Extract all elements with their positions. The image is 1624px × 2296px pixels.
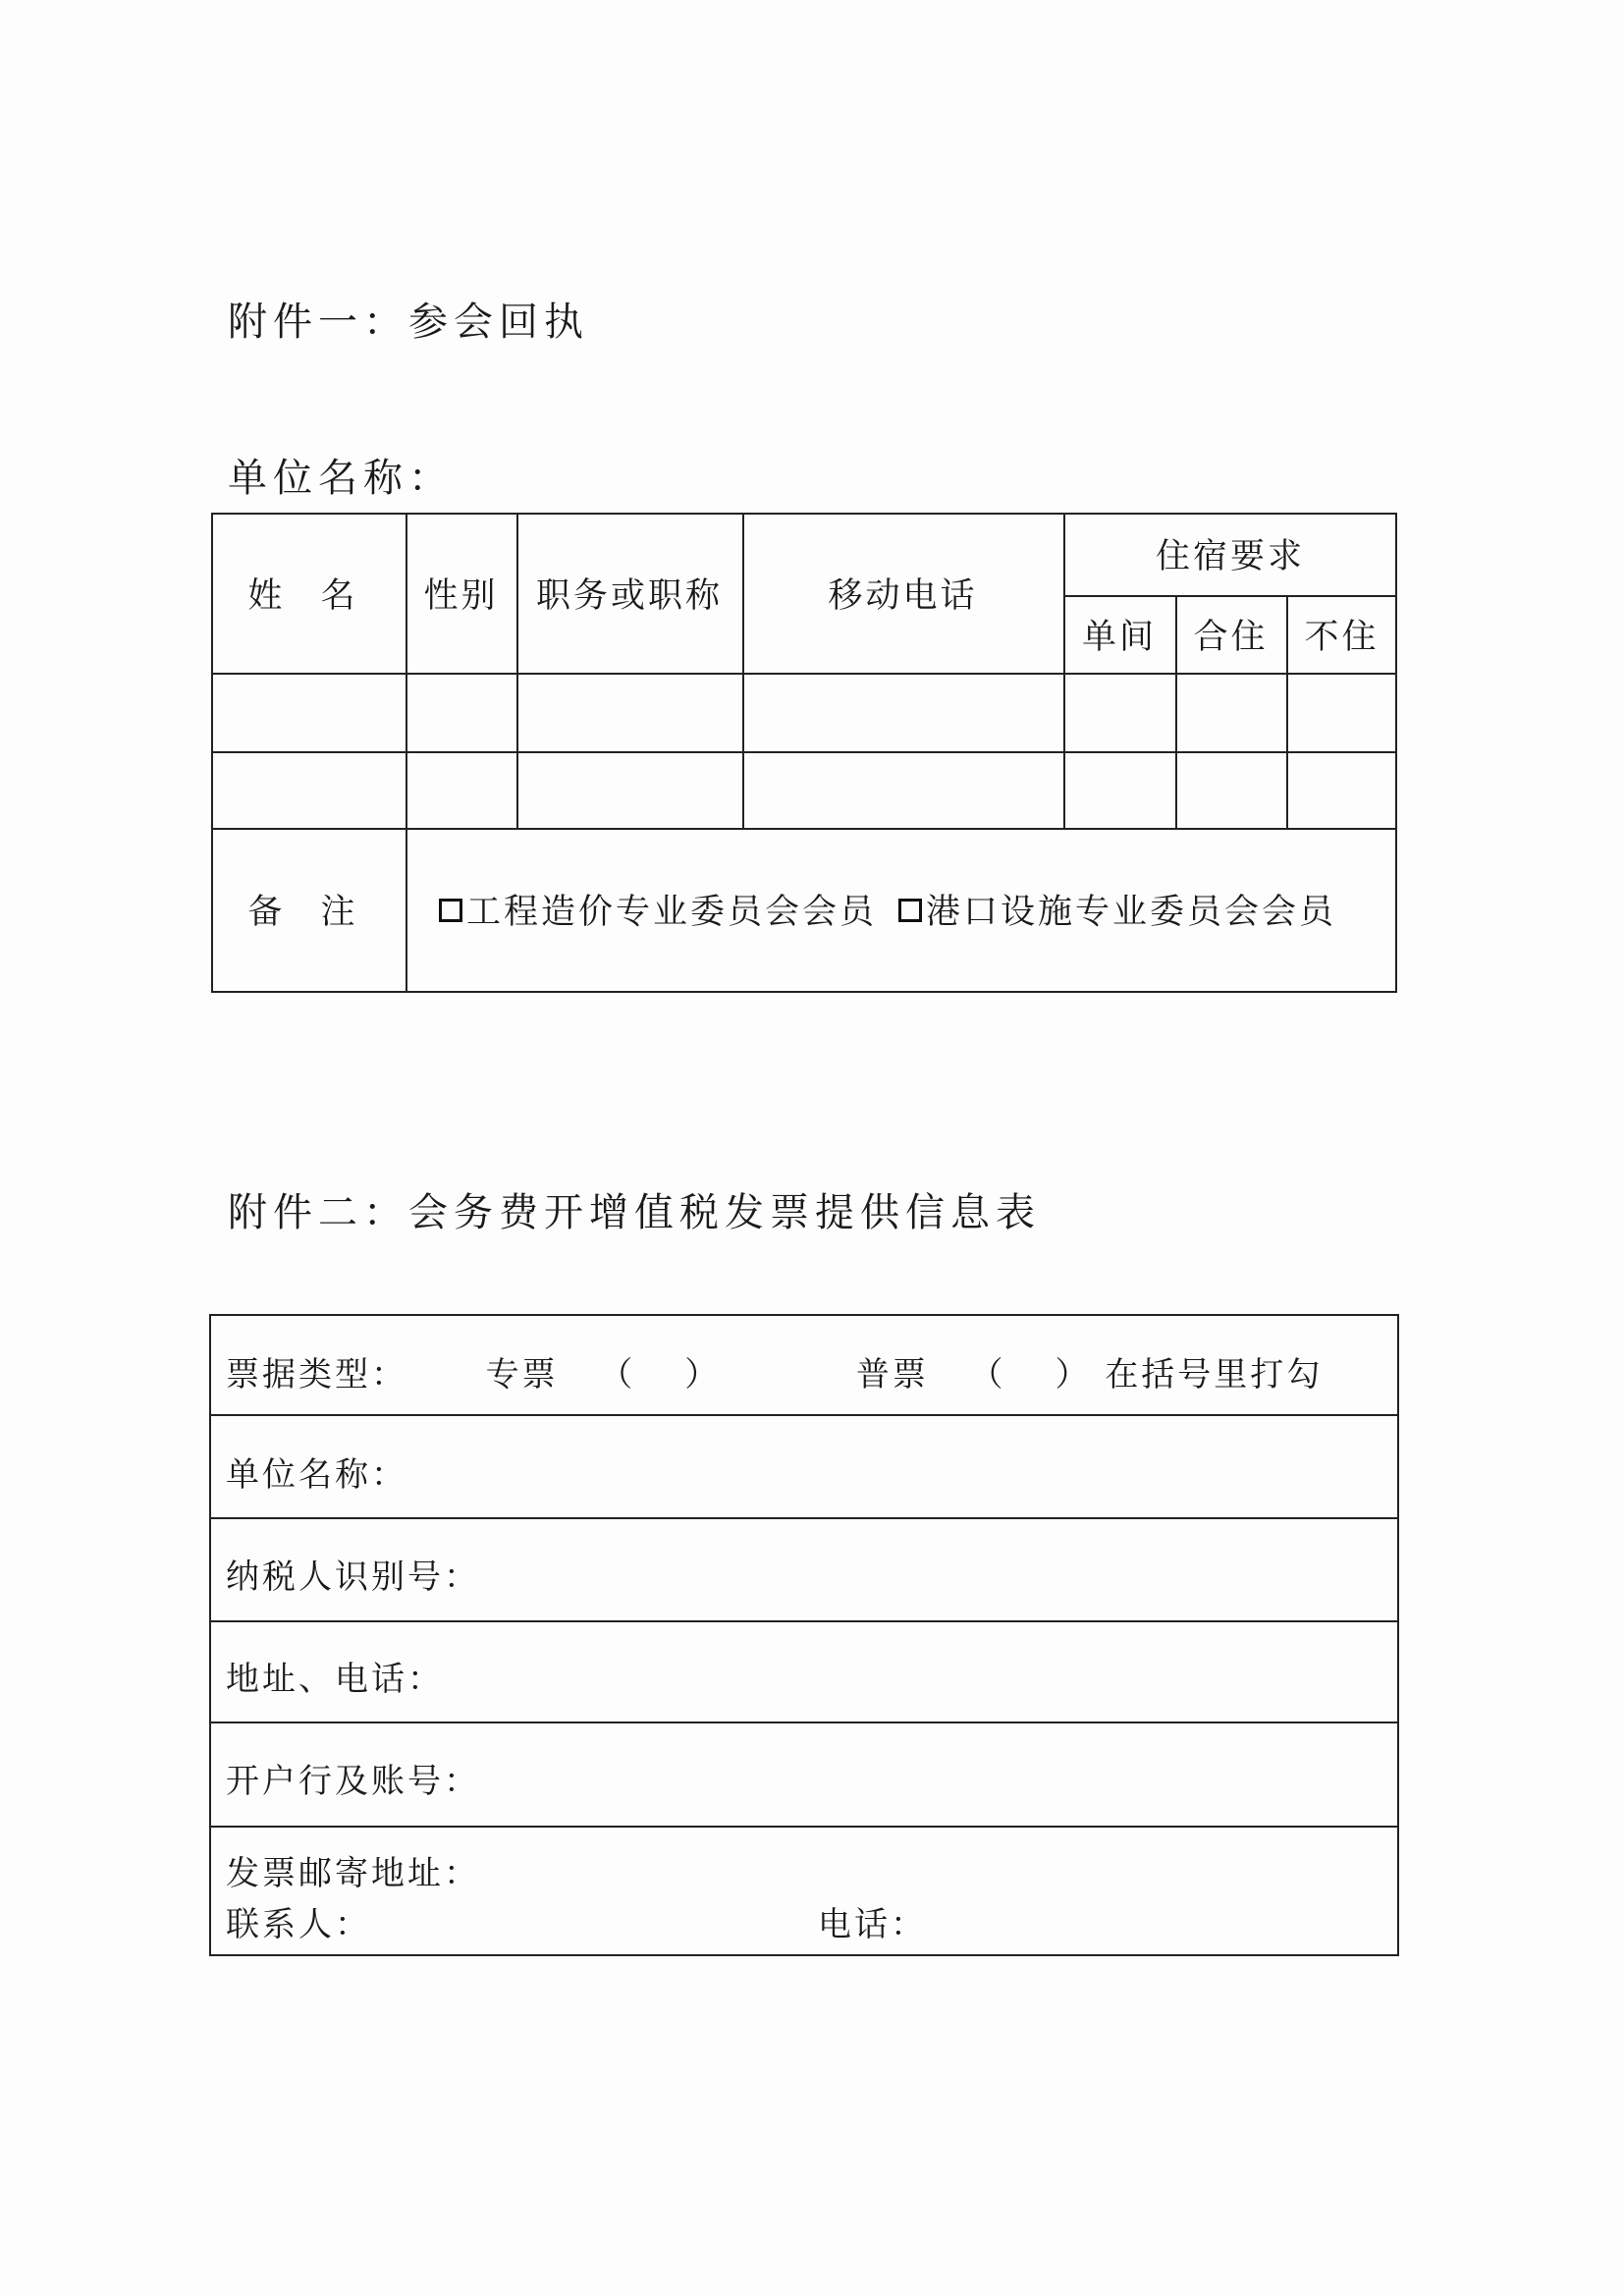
header-position: 职务或职称 xyxy=(535,575,723,616)
row1-shared-cell[interactable] xyxy=(1175,673,1286,751)
row1-single-cell[interactable] xyxy=(1063,673,1175,751)
header-name: 姓 名 xyxy=(247,575,369,616)
invoice-type-label: 票据类型： xyxy=(226,1355,407,1394)
attachment2-title: 附件二：会务费开增值税发票提供信息表 xyxy=(228,1190,1041,1235)
checkbox-icon[interactable] xyxy=(439,899,462,922)
row2-gender-cell[interactable] xyxy=(406,751,516,828)
bank-account-field[interactable]: 开户行及账号： xyxy=(226,1762,480,1801)
contact-person-field[interactable]: 联系人： xyxy=(226,1905,371,1944)
mailing-address-field[interactable]: 发票邮寄地址： xyxy=(226,1854,480,1893)
row1-position-cell[interactable] xyxy=(516,673,742,751)
row2-mobile-cell[interactable] xyxy=(742,751,1063,828)
contact-phone-field[interactable]: 电话： xyxy=(818,1905,927,1944)
unit-name-field[interactable]: 单位名称： xyxy=(226,1455,407,1495)
taxpayer-id-field[interactable]: 纳税人识别号： xyxy=(226,1558,480,1597)
row1-none-cell[interactable] xyxy=(1286,673,1397,751)
remarks-label: 备 注 xyxy=(247,893,369,932)
checkbox-icon[interactable] xyxy=(898,899,922,922)
unit-name-label: 单位名称： xyxy=(228,456,454,501)
normal-invoice-option[interactable]: 普票 （ ） xyxy=(855,1355,1092,1394)
header-lodging-shared: 合住 xyxy=(1193,617,1269,657)
membership-option-cost[interactable]: 工程造价专业委员会会员 xyxy=(439,885,877,934)
header-gender: 性别 xyxy=(423,575,499,616)
header-lodging-none: 不住 xyxy=(1304,617,1380,657)
special-invoice-option[interactable]: 专票 （ ） xyxy=(485,1355,722,1394)
instruction-text: 在括号里打勾 xyxy=(1105,1355,1324,1394)
header-mobile: 移动电话 xyxy=(828,575,978,616)
row1-gender-cell[interactable] xyxy=(406,673,516,751)
row1-name-cell[interactable] xyxy=(211,673,406,751)
row2-name-cell[interactable] xyxy=(211,751,406,828)
row1-mobile-cell[interactable] xyxy=(742,673,1063,751)
row2-position-cell[interactable] xyxy=(516,751,742,828)
attachment1-title: 附件一：参会回执 xyxy=(228,300,589,345)
header-lodging: 住宿要求 xyxy=(1155,537,1305,576)
row2-shared-cell[interactable] xyxy=(1175,751,1286,828)
header-lodging-single: 单间 xyxy=(1081,617,1157,657)
address-phone-field[interactable]: 地址、电话： xyxy=(226,1660,444,1699)
membership-option-port[interactable]: 港口设施专业委员会会员 xyxy=(898,885,1336,934)
row2-single-cell[interactable] xyxy=(1063,751,1175,828)
remarks-options xyxy=(406,828,1397,991)
row2-none-cell[interactable] xyxy=(1286,751,1397,828)
invoice-type-row xyxy=(226,1347,1323,1395)
